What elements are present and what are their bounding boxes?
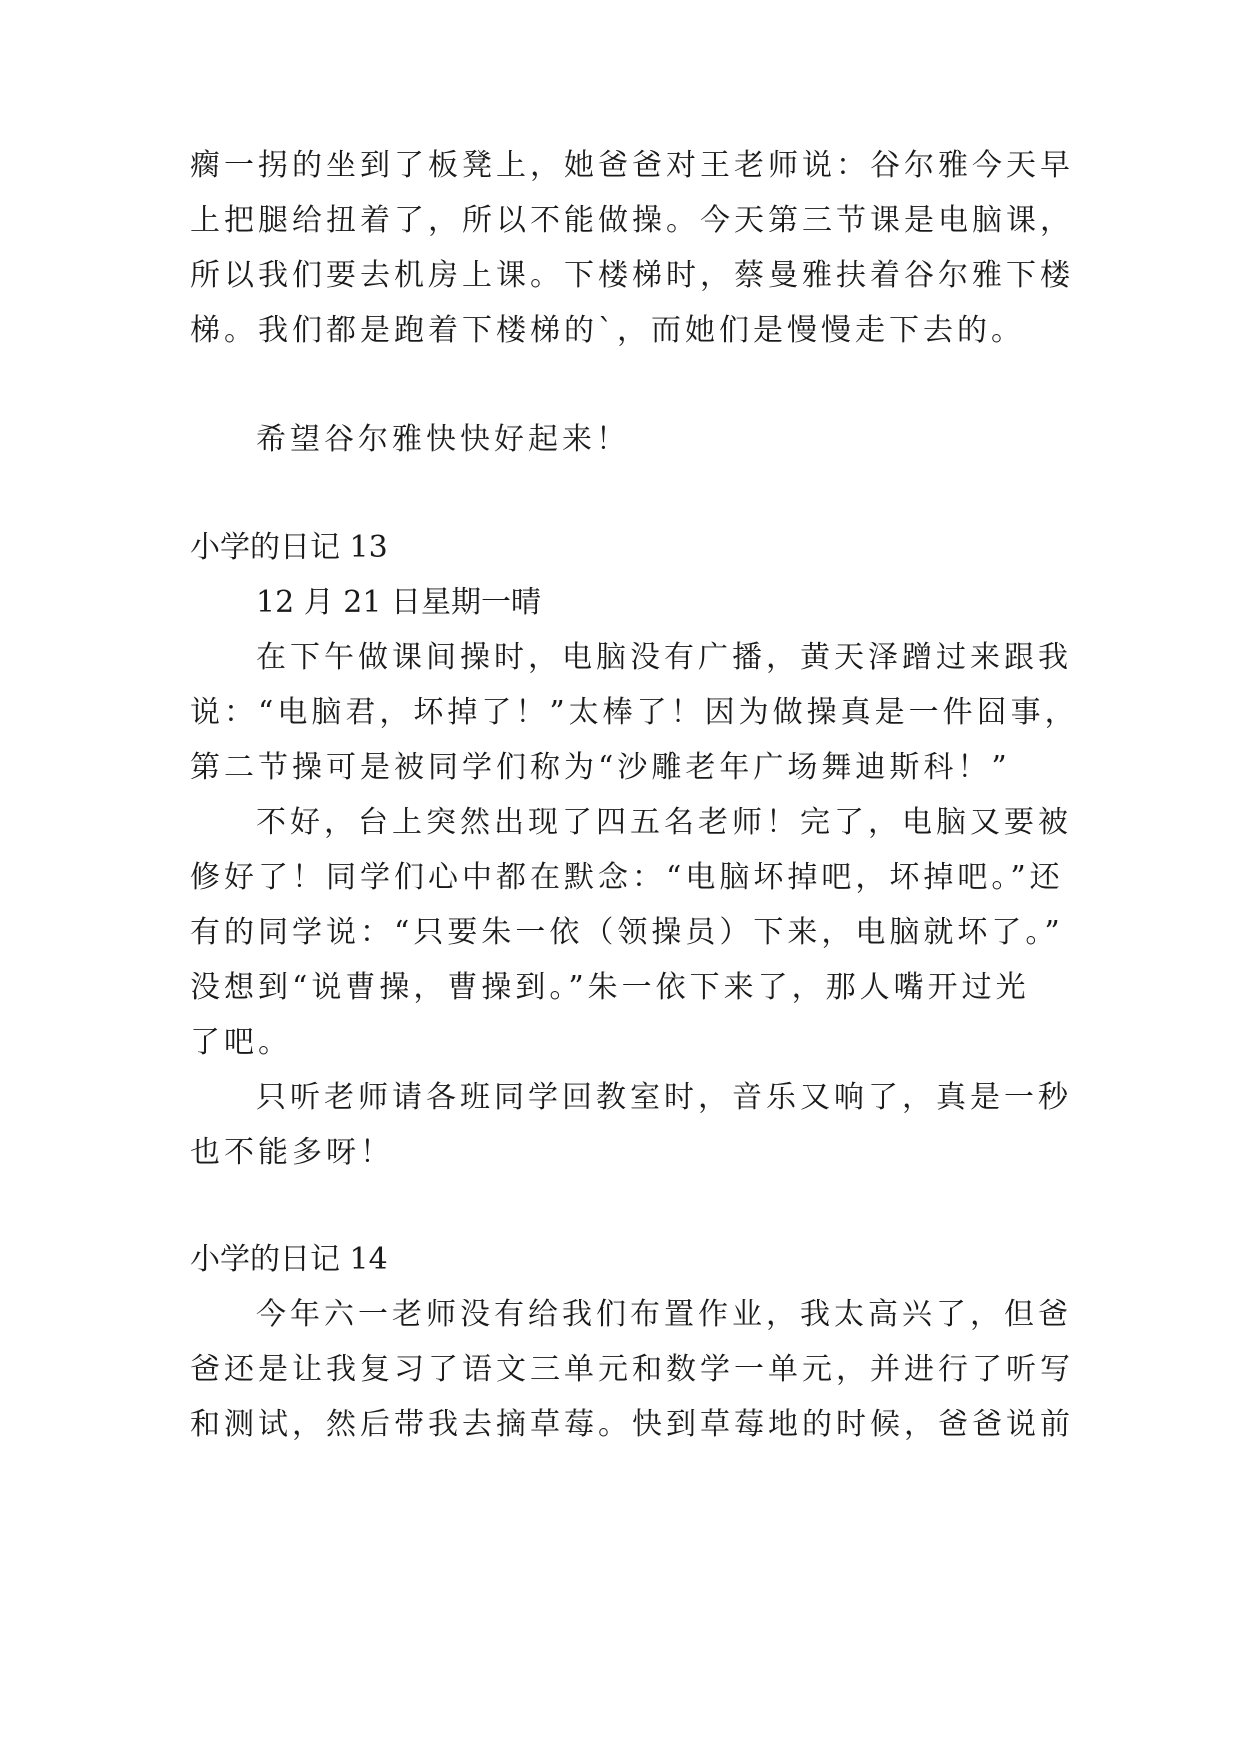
text-line: 所以我们要去机房上课。下楼梯时，蔡曼雅扶着谷尔雅下楼 — [190, 258, 1074, 293]
diary-date: 12 月 21 日星期一晴 — [256, 585, 541, 620]
text-line: 没想到“说曹操，曹操到。”朱一依下来了，那人嘴开过光 — [190, 970, 1030, 1005]
text-line: 希望谷尔雅快快好起来！ — [256, 422, 630, 457]
text-line: 上把腿给扭着了，所以不能做操。今天第三节课是电脑课， — [190, 203, 1074, 238]
text-line: 有的同学说：“只要朱一依（领操员）下来，电脑就坏了。” — [190, 915, 1064, 950]
text-line: 说：“电脑君，坏掉了！”太棒了！因为做操真是一件囧事， — [190, 695, 1079, 730]
text-line: 不好，台上突然出现了四五名老师！完了，电脑又要被 — [256, 805, 1072, 840]
text-line: 在下午做课间操时，电脑没有广播，黄天泽蹭过来跟我 — [256, 640, 1072, 675]
text-line: 也不能多呀！ — [190, 1135, 394, 1170]
text-line: 爸还是让我复习了语文三单元和数学一单元，并进行了听写 — [190, 1352, 1074, 1387]
text-line: 今年六一老师没有给我们布置作业，我太高兴了，但爸 — [256, 1297, 1072, 1332]
text-line: 梯。我们都是跑着下楼梯的`，而她们是慢慢走下去的。 — [190, 313, 1025, 348]
section-heading: 小学的日记 13 — [190, 530, 388, 565]
text-line: 瘸一拐的坐到了板凳上，她爸爸对王老师说：谷尔雅今天早 — [190, 148, 1074, 183]
text-line: 修好了！同学们心中都在默念：“电脑坏掉吧，坏掉吧。”还 — [190, 860, 1064, 895]
section-heading: 小学的日记 14 — [190, 1242, 388, 1277]
text-line: 第二节操可是被同学们称为“沙雕老年广场舞迪斯科！” — [190, 750, 1011, 785]
text-line: 了吧。 — [190, 1025, 292, 1060]
text-line: 只听老师请各班同学回教室时，音乐又响了，真是一秒 — [256, 1080, 1072, 1115]
text-line: 和测试，然后带我去摘草莓。快到草莓地的时候，爸爸说前 — [190, 1407, 1074, 1442]
